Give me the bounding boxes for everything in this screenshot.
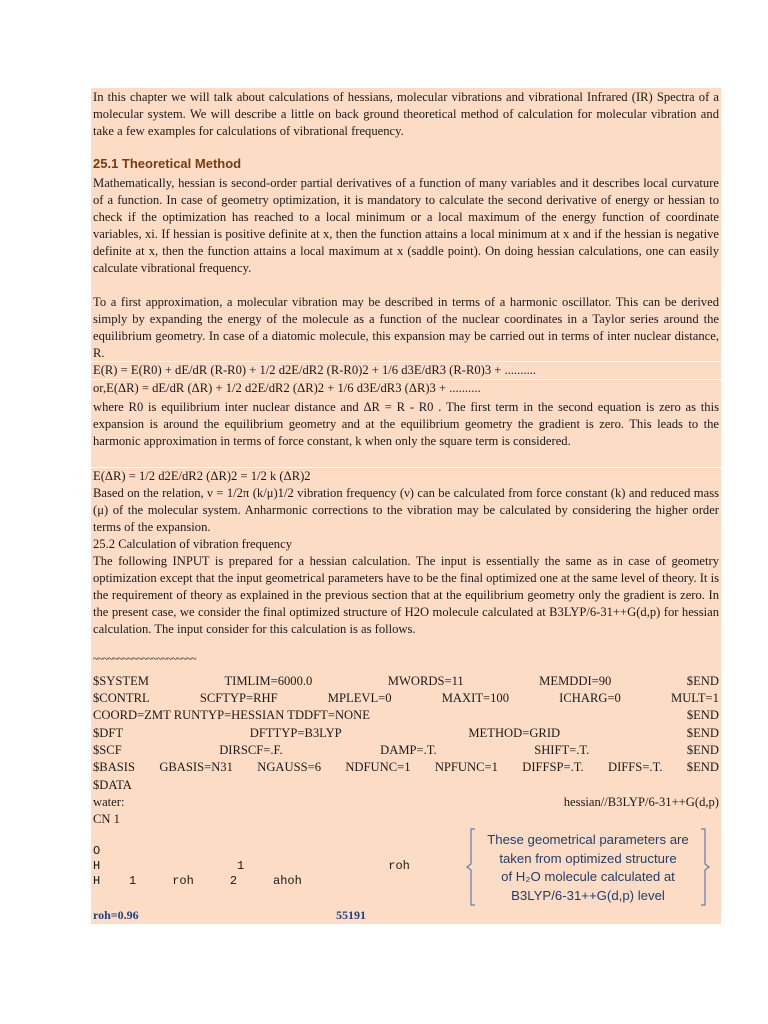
callout-line: B3LYP/6-31++G(d,p) level bbox=[511, 887, 665, 903]
input-line-water bbox=[93, 794, 719, 811]
input-token: MWORDS=11 bbox=[387, 674, 464, 688]
callout-line: of H₂O molecule calculated at bbox=[501, 869, 675, 884]
input-token: ICHARG=0 bbox=[559, 691, 621, 705]
input-token: DFTTYP=B3LYP bbox=[249, 726, 342, 740]
input-line-coord bbox=[93, 707, 719, 724]
roh-value: roh=0.96 bbox=[93, 908, 139, 922]
input-token: TIMLIM=6000.0 bbox=[224, 674, 313, 688]
input-token: $END bbox=[686, 726, 719, 740]
data-label: $DATA bbox=[93, 778, 132, 792]
input-token: MPLEVL=0 bbox=[327, 691, 392, 705]
water-label: water: bbox=[93, 795, 125, 809]
geometry-callout bbox=[466, 828, 710, 906]
equilibrium-paragraph: where R0 is equilibrium inter nuclear distance and ΔR = R - R0 . The first term in the second equation is zero as this expansion is around the equilibrium geometry and at the equilibrium geometry the gradient is zero. This leads to the harmonic approximation in terms of force constant, k when only the square term is considered. bbox=[93, 400, 719, 449]
input-line-basis bbox=[93, 759, 719, 776]
zmatrix-line-2: H 1 roh bbox=[93, 859, 410, 873]
input-token: $BASIS bbox=[93, 760, 135, 774]
separator-line: ~~~~~~~~~~~~~~~~~~~~~ bbox=[93, 654, 197, 665]
callout-line: These geometrical parameters are bbox=[487, 832, 689, 847]
symmetry-line: CN 1 bbox=[93, 812, 120, 826]
input-token: COORD=ZMT RUNTYP=HESSIAN TDDFT=NONE bbox=[93, 708, 370, 722]
input-line-contrl bbox=[93, 690, 719, 707]
input-token: $END bbox=[686, 743, 719, 757]
callout-line: taken from optimized structure bbox=[499, 850, 677, 866]
input-description-paragraph: The following INPUT is prepared for a hessian calculation. The input is essentially the same as in case of geometry optimization except that the input geometrical parameters have to be the final optimized one at the same level of theory. It is the requirement of theory as explained in the previous section that at the equilibrium geometry only the gradient is zero. In the present case, we consider the final optimized structure of H2O molecule calculated at B3LYP/6-31++G(d,p) for hessian calculation. The input consider for this calculation is as follows. bbox=[93, 554, 719, 637]
input-token: METHOD=GRID bbox=[468, 726, 561, 740]
input-line-system bbox=[93, 673, 719, 690]
section-heading-theoretical-method: 25.1 Theoretical Method bbox=[93, 156, 242, 171]
callout-text bbox=[476, 831, 700, 905]
intro-paragraph: In this chapter we will talk about calculations of hessians, molecular vibrations and vibrational Infrared (IR) Spectra of a molecular system. We will describe a little on back ground theoretical method of calculation for molecular vibration and take a few examples for calculations of vibrational frequency. bbox=[93, 90, 719, 139]
input-token: NDFUNC=1 bbox=[345, 760, 411, 774]
input-line-scf bbox=[93, 742, 719, 759]
frequency-relation-paragraph: Based on the relation, ν = 1/2π (k/μ)1/2 vibration frequency (ν) can be calculated from force constant (k) and reduced mass (μ) of the molecular system. Anharmonic corrections to the vibration may be calculated by considering the higher order terms of the expansion. bbox=[93, 486, 719, 535]
input-token: $END bbox=[686, 674, 719, 688]
left-brace-icon bbox=[466, 828, 476, 906]
input-token: $SCF bbox=[93, 743, 122, 757]
input-token: $END bbox=[686, 708, 719, 722]
hessian-paragraph: Mathematically, hessian is second-order partial derivatives of a function of many variables and it describes local curvature of a function. In case of geometry optimization, it is mandatory to calculate the second derivative of energy or hessian to check if the optimization has reached to a local minimum or a local maximum of the energy function of coordinate variables, xi. If hessian is positive definite at x, then the function attains a local minimum at x and if the hessian is negative definite at x, then the function attains a local maximum at x (saddle point). On doing hessian calculations, one can easily calculate vibrational frequency. bbox=[93, 176, 719, 276]
delta-equation: or,E(ΔR) = dE/dR (ΔR) + 1/2 d2E/dR2 (ΔR)2 + 1/6 d3E/dR3 (ΔR)3 + .......... bbox=[91, 379, 721, 396]
input-token: MEMDDI=90 bbox=[539, 674, 612, 688]
section-heading-vibration-frequency: 25.2 Calculation of vibration frequency bbox=[93, 537, 292, 551]
input-token: MULT=1 bbox=[671, 691, 719, 705]
input-token: DIFFS=.T. bbox=[608, 760, 663, 774]
harmonic-equation: E(ΔR) = 1/2 d2E/dR2 (ΔR)2 = 1/2 k (ΔR)2 bbox=[91, 467, 721, 484]
page-number: 55191 bbox=[336, 908, 366, 922]
document-page bbox=[91, 88, 721, 924]
taylor-equation: E(R) = E(R0) + dE/dR (R-R0) + 1/2 d2E/dR2 (R-R0)2 + 1/6 d3E/dR3 (R-R0)3 + .......... bbox=[91, 361, 721, 378]
input-token: NGAUSS=6 bbox=[257, 760, 322, 774]
water-method: hessian//B3LYP/6-31++G(d,p) bbox=[563, 795, 719, 809]
harmonic-oscillator-paragraph: To a first approximation, a molecular vibration may be described in terms of a harmonic oscillator. This can be derived simply by expanding the energy of the molecule as a function of the nuclear coordinates in a Taylor series around the equilibrium geometry. In case of a diatomic molecule, this expansion may be carried out in terms of inter nuclear distance, R. bbox=[93, 295, 719, 361]
input-line-dft bbox=[93, 725, 719, 742]
input-token: SCFTYP=RHF bbox=[199, 691, 278, 705]
input-token: MAXIT=100 bbox=[441, 691, 510, 705]
input-token: DIRSCF=.F. bbox=[219, 743, 283, 757]
zmatrix-line-1: O bbox=[93, 844, 101, 858]
input-token: $DFT bbox=[93, 726, 124, 740]
input-token: DAMP=.T. bbox=[380, 743, 437, 757]
input-token: DIFFSP=.T. bbox=[522, 760, 584, 774]
input-token: NPFUNC=1 bbox=[434, 760, 498, 774]
input-token: $END bbox=[686, 760, 719, 774]
zmatrix-line-3: H 1 roh 2 ahoh bbox=[93, 874, 302, 888]
right-brace-icon bbox=[700, 828, 710, 906]
input-token: $CONTRL bbox=[93, 691, 150, 705]
input-token: GBASIS=N31 bbox=[159, 760, 233, 774]
input-token: SHIFT=.T. bbox=[534, 743, 590, 757]
input-token: $SYSTEM bbox=[93, 674, 149, 688]
